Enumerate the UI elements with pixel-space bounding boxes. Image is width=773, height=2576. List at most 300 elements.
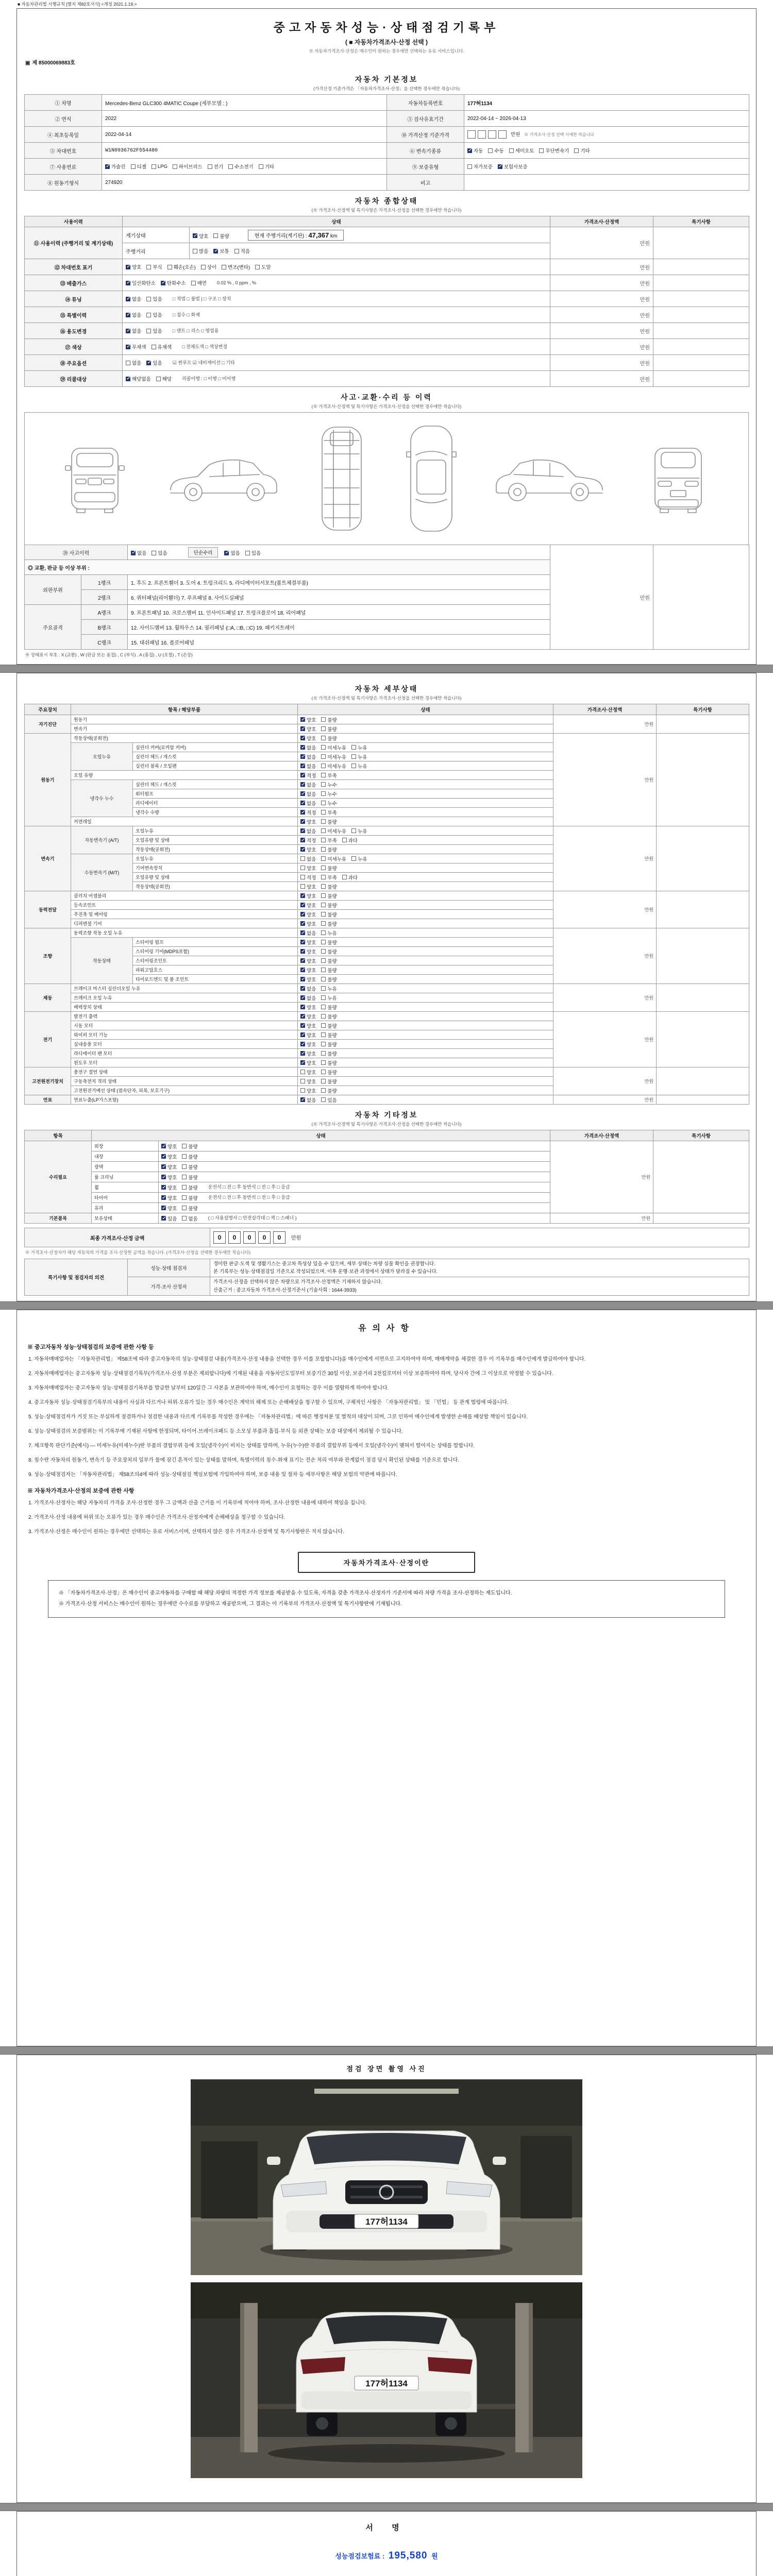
checked-box-icon [161,1164,166,1169]
checkbox-option[interactable] [300,827,316,835]
checkbox-option[interactable] [321,865,337,872]
table-header-row [25,216,749,227]
text-line: 3. 자동차매매업자는 중고자동차 성능·상태점검기록부를 발급한 날부터 120일간 그 사본을 보관하여야 하며, 매수인이 요청하는 경우 이를 열람하게 하여야 합니다. [28,1385,389,1391]
checkbox-option[interactable] [321,1087,337,1094]
checked-box-icon [498,164,502,169]
price-cell: 만원 [550,323,653,339]
checkbox-option[interactable] [161,1163,177,1171]
checkbox-label: 보험사보증 [503,164,528,170]
checkbox-option[interactable] [321,837,337,844]
checkbox-option[interactable] [300,818,316,825]
state-cell [298,1077,553,1086]
checkbox-option[interactable] [146,295,162,302]
checkbox-option[interactable] [152,164,167,170]
checkbox-option[interactable] [321,939,337,946]
checkbox-option[interactable] [300,716,316,723]
text-line: 3. 가격조사·산정은 매수인이 원하는 경우에만 선택하는 유료 서비스이며, 선택하지 않은 경우 가격조사·산정액 및 특기사항란은 적지 않습니다. [28,1529,344,1535]
checkbox-option[interactable] [321,735,337,742]
checkbox-option[interactable] [321,855,346,862]
checkbox-option[interactable] [300,883,316,890]
checkbox-label: 없음 [132,329,142,335]
checked-box-icon [300,903,305,907]
note-cell [653,371,749,387]
state-cell [190,227,550,243]
note-cell [657,826,749,891]
checkbox-option[interactable] [321,744,346,751]
device-label: ⑮ 특별이력 [25,307,123,323]
checkbox-option[interactable] [321,985,337,992]
checked-box-icon [300,1032,305,1037]
unchecked-box-icon [321,949,326,954]
checkbox-option[interactable] [161,1194,177,1201]
reg-no-label: 자동차등록번호 [387,95,464,111]
checkbox-option[interactable] [321,883,337,890]
panel-divider [0,665,773,673]
state-cell [298,873,553,882]
unchecked-box-icon [146,329,151,333]
checkbox-option[interactable] [300,994,316,1002]
table-row [25,111,749,127]
checkbox-option[interactable] [126,375,151,382]
checked-box-icon [105,164,110,169]
checkbox-label: 없음 [188,1216,198,1222]
checkbox-option[interactable] [321,846,337,853]
unchecked-box-icon [300,884,305,889]
note-cell [653,545,749,650]
group-label: 자동변속기 (A/T) [71,826,133,854]
table-row [25,928,749,938]
col-header-state: 상태 [92,1130,550,1141]
note-cell [653,323,749,339]
checkbox-option[interactable] [300,939,316,946]
checkbox-option[interactable] [300,929,316,937]
item-label: 냉각수 수량 [133,808,298,817]
col-header-price: 가격조사·산정액 [553,704,657,715]
state-cell [298,771,553,780]
table-row [25,826,749,836]
checkbox-label: 양호 [307,968,316,974]
checkbox-option[interactable] [321,772,337,779]
checkbox-option[interactable] [300,1069,316,1076]
unchecked-box-icon [351,764,356,768]
checkbox-option[interactable] [321,1041,337,1048]
note-cell [653,1213,749,1224]
checkbox-option[interactable] [342,837,358,844]
checkbox-option[interactable] [321,1059,337,1066]
checkbox-option[interactable] [300,967,316,974]
checkbox-label: 많음 [199,249,209,255]
state-cell [298,808,553,817]
checkbox-option[interactable] [321,994,337,1002]
checkbox-option[interactable] [161,1143,177,1150]
price-cell: 만원 [550,1213,653,1224]
checkbox-option[interactable] [161,1174,177,1181]
accident-history-table [24,545,749,650]
checkbox-label: 불량 [327,1032,337,1039]
state-cell [298,761,553,771]
item-label: 윈도우 모터 [71,1058,298,1067]
checkbox-option[interactable] [321,967,337,974]
item-label: 기어변속장치 [133,863,298,873]
rankC-parts: 15. 대쉬패널 16. 플로어패널 [128,635,550,650]
checkbox-option[interactable] [193,247,208,255]
checkbox-option[interactable] [126,263,141,270]
checkbox-option[interactable] [213,247,229,255]
checkbox-option[interactable] [300,1078,316,1085]
item-label: 브레이크 마스터 실린더오일 누유 [71,984,298,993]
checkbox-option[interactable] [321,948,337,955]
checkbox-option[interactable] [351,744,367,751]
checkbox-label: 불량 [327,819,337,825]
text-line: 2. 가격조사·산정 내용에 허위 또는 오류가 있는 경우 매수인은 가격조사·산정자에게 손해배상을 청구할 수 있습니다. [28,1514,285,1520]
col-header-note: 특기사항 [653,1130,749,1141]
checkbox-option[interactable] [351,762,367,770]
basic-info-note: (가격산정 기준가격은 「자동차가격조사·산정」을 선택한 경우에만 적습니다) [313,86,460,91]
item-label: 실내송풍 모터 [71,1040,298,1049]
checkbox-option[interactable] [182,1174,197,1181]
unchecked-box-icon [152,551,156,555]
checkbox-label: 있음 [153,297,162,303]
checkbox-option[interactable] [300,892,316,900]
checkbox-option[interactable] [321,1022,337,1029]
accident-label: ⑳ 사고이력 [25,545,128,560]
checkbox-option[interactable] [300,1087,316,1094]
price-cell: 만원 [550,291,653,307]
checkbox-option[interactable] [131,549,146,556]
checkbox-option[interactable] [321,800,337,807]
checkbox-option[interactable] [488,147,503,154]
checked-box-icon [126,377,130,381]
checkbox-label: 훼손(오손) [173,265,196,270]
base-price-label: ⑩ 가격산정 기준가격 [387,127,464,143]
checked-box-icon [161,1195,166,1200]
checkbox-option[interactable] [321,976,337,983]
checkbox-option[interactable] [300,1004,316,1011]
checkbox-option[interactable] [146,327,162,334]
item-label: 고전원전기배선 상태 (접속단자, 피복, 보호기구) [71,1086,298,1095]
checkbox-option[interactable] [126,311,141,318]
checkbox-option[interactable] [321,725,337,733]
checkbox-label: 불량 [188,1206,198,1212]
checkbox-option[interactable] [300,735,316,742]
checkbox-option[interactable] [300,855,316,862]
checkbox-option[interactable] [321,790,337,798]
table-row [25,1141,749,1151]
price-cell: 만원 [553,1095,657,1105]
checkbox-option[interactable] [321,809,337,816]
checkbox-label: 양호 [307,1051,316,1057]
checkbox-label: 부족 [327,875,337,881]
price-note: ※ 가격조사·산정 선택 시에만 적습니다 [524,132,594,137]
checkbox-option[interactable] [300,865,316,872]
checkbox-option[interactable] [300,846,316,853]
checkbox-option[interactable] [321,911,337,918]
panel-divider [0,1301,773,1310]
checkbox-option[interactable] [321,827,346,835]
checkbox-label: 누유 [358,754,367,760]
unchecked-box-icon [213,233,218,238]
checkbox-option[interactable] [300,1059,316,1066]
warranty-type-label: ⑨ 보증유형 [387,159,464,175]
checkbox-option[interactable] [300,772,316,779]
checkbox-option[interactable] [574,147,590,154]
checked-box-icon [126,313,130,317]
checkbox-option[interactable] [259,163,274,170]
checkbox-option[interactable] [146,311,162,318]
checkbox-option[interactable] [224,549,240,556]
checkbox-label: 없음 [307,856,316,862]
misc-info-title: 자동차 기타정보 [355,1111,418,1119]
checkbox-label: 미세누유 [327,828,347,835]
checkbox-option[interactable] [182,1205,197,1212]
table-row [25,291,749,307]
checkbox-label: 양호 [307,866,316,872]
col-header-note: 특기사항 [653,216,749,227]
group-label: 수동변속기 (M/T) [71,854,133,891]
checkbox-option[interactable] [321,892,337,900]
note-cell [653,275,749,291]
price-digit-box: 0 [258,1231,271,1244]
checkbox-option[interactable] [182,1153,197,1160]
checkbox-option[interactable] [321,957,337,964]
checkbox-option[interactable] [300,976,316,983]
checkbox-option[interactable] [321,1031,337,1039]
checkbox-option[interactable] [300,920,316,927]
checkbox-label: 양호 [307,1079,316,1085]
checkbox-label: 부식 [153,265,162,270]
state-cell [298,901,553,910]
checkbox-option[interactable] [300,874,316,881]
document-icon: ▣ [25,60,30,66]
checkbox-label: 불량 [327,1051,337,1057]
checkbox-option[interactable] [351,827,367,835]
checkbox-option[interactable] [300,725,316,733]
unchecked-box-icon [193,249,197,253]
device-label: 연료 [25,1095,71,1105]
unchecked-box-icon [321,754,326,759]
checkbox-option[interactable] [126,359,141,366]
checkbox-option[interactable] [498,163,528,170]
price-digit-box [488,130,496,139]
checkbox-option[interactable] [321,1013,337,1020]
checkbox-label: 없음 [307,986,316,992]
checkbox-option[interactable] [300,809,316,816]
checkbox-label: 양호 [167,1154,177,1160]
checkbox-option[interactable] [161,279,186,286]
checked-box-icon [300,764,305,768]
item-label: 스티어링 기어(MDPS포함) [133,947,298,956]
checkbox-option[interactable] [300,744,316,751]
checkbox-label: 기타 [264,164,275,170]
item-label: 작동상태(공회전) [133,845,298,854]
checkbox-option[interactable] [300,957,316,964]
item-label: 클러치 어셈블리 [71,891,298,901]
checkbox-option[interactable] [467,147,483,154]
checkbox-option[interactable] [191,279,207,286]
device-label: 자기진단 [25,715,71,734]
col-header-state: 상태 [298,704,553,715]
checkbox-option[interactable] [321,1004,337,1011]
checkbox-option[interactable] [300,911,316,918]
checkbox-option[interactable] [152,549,167,556]
checkbox-option[interactable] [161,1205,177,1212]
checkbox-option[interactable] [300,1031,316,1039]
checkbox-option[interactable] [321,716,337,723]
simple-repair-label: 단순수리 [188,547,219,557]
checkbox-option[interactable] [213,232,229,240]
state-extra-text: 리콜이행 : □ 이행 □ 미이행 [182,376,236,381]
checkbox-option[interactable] [228,163,254,170]
checkbox-label: 불량 [188,1185,198,1191]
text-line: 7. 체크항목 판단기준(예시) — 미세누유(미세누수)란 부품의 결합부위 등에 오일(냉각수)이 비치는 상태를 말하며, 누유(누수)란 부품의 결합부위 등에서 오일(냉각수)이 맺혀서 떨어지는 상태를 말합니다. [28,1443,475,1449]
checkbox-option[interactable] [351,855,367,862]
price-cell: 만원 [550,259,653,275]
checkbox-option[interactable] [126,343,146,350]
unchecked-box-icon [321,884,326,889]
note-cell [653,291,749,307]
panel-divider [0,2503,773,2511]
checkbox-option[interactable] [182,1163,197,1171]
checkbox-option[interactable] [300,948,316,955]
checkbox-option[interactable] [161,1215,177,1222]
checkbox-option[interactable] [156,375,172,382]
checkbox-option[interactable] [126,279,156,286]
unchecked-box-icon [342,875,347,879]
checkbox-option[interactable] [321,1096,337,1104]
state-cell [298,938,553,947]
checkbox-option[interactable] [105,163,126,170]
checkbox-option[interactable] [321,929,337,937]
state-cell [190,243,550,259]
checkbox-option[interactable] [300,837,316,844]
checkbox-option[interactable] [300,1041,316,1048]
checkbox-option[interactable] [321,874,337,881]
checkbox-option[interactable] [300,1013,316,1020]
checkbox-option[interactable] [321,920,337,927]
state-cell [123,355,550,371]
checkbox-option[interactable] [173,163,203,170]
checkbox-option[interactable] [255,263,271,270]
checkbox-option[interactable] [126,295,141,302]
unchecked-box-icon [146,297,151,301]
checkbox-option[interactable] [208,163,223,170]
checkbox-option[interactable] [321,753,346,760]
checkbox-option[interactable] [182,1215,197,1222]
checkbox-option[interactable] [321,762,346,770]
checkbox-option[interactable] [182,1194,197,1201]
checkbox-label: 불량 [327,949,337,955]
item-label: 스티어링조인트 [133,956,298,965]
checkbox-label: 불량 [327,1023,337,1029]
state-cell [298,956,553,965]
text-line: 본 기록부는 성능·상태점검일 기준으로 작성되었으며, 이후 운행·보관 과정에서 상태가 달라질 수 있습니다. [213,1269,438,1275]
checkbox-option[interactable] [126,327,141,334]
checkbox-option[interactable] [300,985,316,992]
checkbox-option[interactable] [234,247,250,255]
checked-box-icon [126,265,130,269]
checkbox-option[interactable] [182,1143,197,1150]
checkbox-label: 불량 [327,847,337,853]
checkbox-option[interactable] [300,902,316,909]
unchecked-box-icon [574,148,579,153]
checkbox-option[interactable] [321,781,337,788]
checkbox-option[interactable] [300,753,316,760]
checkbox-option[interactable] [321,1050,337,1057]
checkbox-option[interactable] [300,781,316,788]
checkbox-option[interactable] [182,1184,197,1191]
checkbox-option[interactable] [321,1069,337,1076]
checkbox-option[interactable] [131,163,146,170]
checkbox-option[interactable] [509,147,534,154]
checked-box-icon [300,1051,305,1056]
state-cell [298,919,553,928]
checkbox-option[interactable] [351,753,367,760]
text-line: ※ 「자동차가격조사·산정」은 매수인이 중고자동차를 구매할 때 해당 차량의 적정한 가격 정보를 제공받을 수 있도록, 자격을 갖춘 가격조사·산정자가 기준서에 따라 차량 가격을 조사·산정하는 제도입니다. [59,1590,512,1596]
note-cell [657,715,749,734]
col-header-device: 주요장치 [25,704,71,715]
checkbox-option[interactable] [300,1050,316,1057]
checkbox-option[interactable] [321,818,337,825]
unchecked-box-icon [321,828,326,833]
checkbox-label: 불량 [327,1088,337,1094]
state-cell [123,259,550,275]
item-label: 스티어링 펌프 [133,938,298,947]
checkbox-option[interactable] [467,163,493,170]
checkbox-option[interactable] [201,263,216,270]
checkbox-label: 불량 [327,921,337,927]
state-extra-text: □ 전체도색 □ 색상변경 [182,344,227,349]
checkbox-option[interactable] [300,762,316,770]
checkbox-option[interactable] [300,1022,316,1029]
panel-divider [0,2046,773,2055]
table-row [25,734,749,743]
checkbox-label: 불량 [327,726,337,733]
item-label: 와이퍼 모터 기능 [71,1030,298,1040]
checkbox-option[interactable] [245,549,261,556]
car-left-side-diagram [161,448,282,510]
checkbox-option[interactable] [300,790,316,798]
checkbox-option[interactable] [300,1096,316,1104]
checkbox-option[interactable] [222,263,250,270]
unchecked-box-icon [208,164,212,169]
checkbox-option[interactable] [152,343,172,350]
state-cell [298,1003,553,1012]
checkbox-option[interactable] [321,1078,337,1085]
checkbox-option[interactable] [146,359,162,366]
checkbox-option[interactable] [167,263,196,270]
unchecked-box-icon [321,977,326,981]
price-cell: 만원 [553,928,657,984]
checked-box-icon [300,1042,305,1046]
checkbox-label: 변조(변타) [228,265,250,270]
checkbox-option[interactable] [161,1153,177,1160]
checkbox-option[interactable] [161,1184,177,1191]
checkbox-option[interactable] [193,232,208,240]
state-cell [298,984,553,993]
accident-state-cell [128,545,550,560]
device-label: ⑫ 차대번호 표기 [25,259,123,275]
checkbox-option[interactable] [321,902,337,909]
table-row [25,355,749,371]
checkbox-option[interactable] [300,800,316,807]
checkbox-option[interactable] [342,874,358,881]
checkbox-option[interactable] [146,263,162,270]
price-digit-box: 0 [228,1231,241,1244]
checkbox-label: 양호 [307,1032,316,1039]
checkbox-label: 불량 [327,717,337,723]
outer-panel-label: 외판부위 [25,575,81,605]
checkbox-option[interactable] [539,147,569,154]
